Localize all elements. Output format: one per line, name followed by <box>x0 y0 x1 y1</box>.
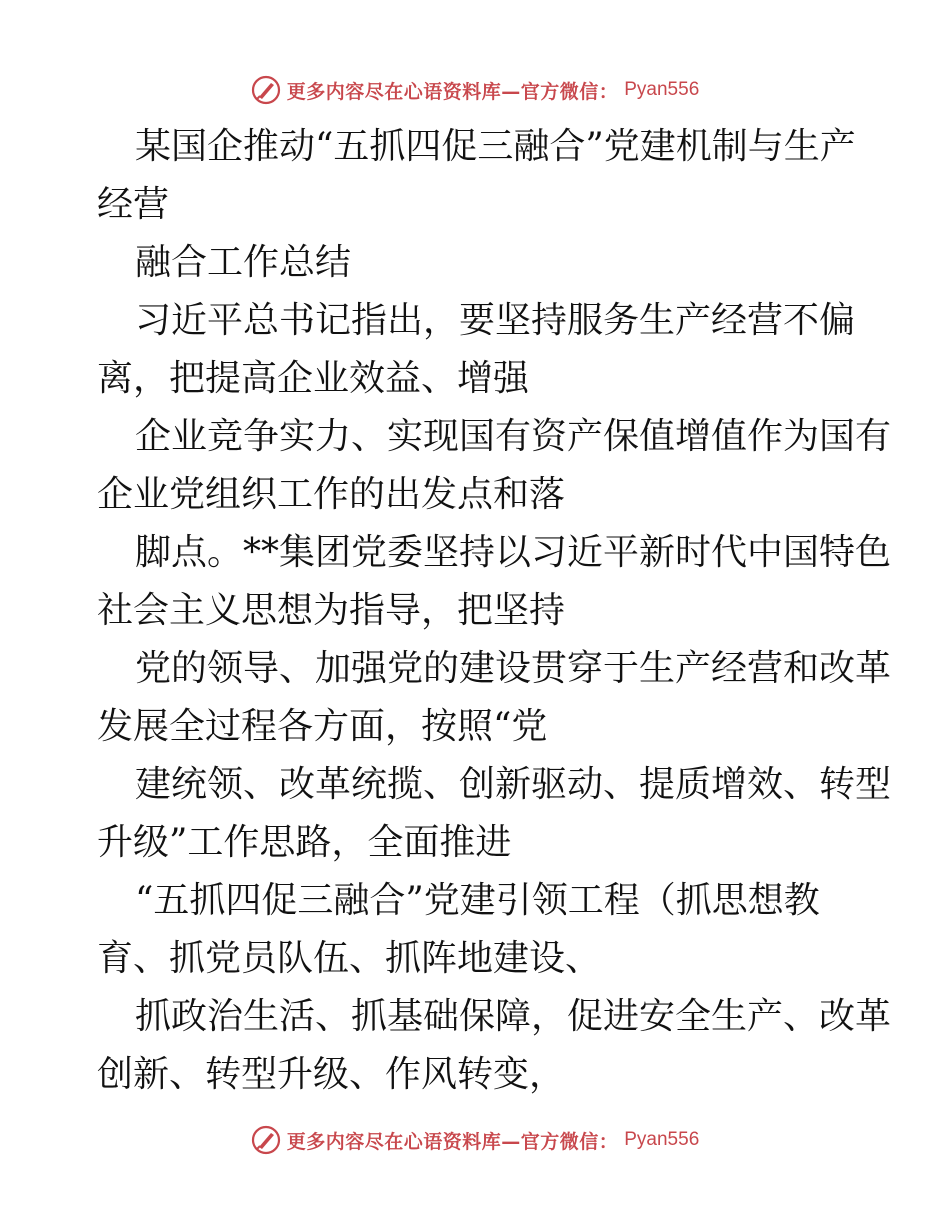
body-line: 抓政治生活、抓基础保障，促进安全生产、改革 <box>135 996 892 1037</box>
header-banner <box>0 70 950 110</box>
body-line: 发展全过程各方面，按照“党 <box>97 706 548 747</box>
body-line: 企业竞争实力、实现国有资产保值增值作为国有 <box>135 416 892 457</box>
body-line: 融合工作总结 <box>135 242 352 283</box>
body-line: 脚点。**集团党委坚持以习近平新时代中国特色 <box>135 532 892 573</box>
body-line: 离，把提高企业效益、增强 <box>97 358 530 399</box>
body-line: 创新、转型升级、作风转变， <box>97 1054 566 1095</box>
quill-circle-icon <box>251 1125 281 1155</box>
body-line: 企业党组织工作的出发点和落 <box>97 474 566 515</box>
footer-banner <box>0 1120 950 1160</box>
banner-handle: Pyan556 <box>624 1129 700 1150</box>
banner-handle: Pyan556 <box>624 79 700 100</box>
quill-circle-icon <box>251 75 281 105</box>
banner-text: 更多内容尽在心语资料库—官方微信： <box>286 80 619 103</box>
body-line: 习近平总书记指出，要坚持服务生产经营不偏 <box>135 300 856 341</box>
body-line: 社会主义思想为指导，把坚持 <box>97 590 566 631</box>
banner-text: 更多内容尽在心语资料库—官方微信： <box>286 1130 619 1153</box>
body-line: 经营 <box>97 184 170 225</box>
body-line: 某国企推动“五抓四促三融合”党建机制与生产 <box>135 126 856 167</box>
document-body <box>97 118 892 1104</box>
body-line: “五抓四促三融合”党建引领工程（抓思想教 <box>135 880 820 921</box>
body-line: 党的领导、加强党的建设贯穿于生产经营和改革 <box>135 648 892 689</box>
body-line: 升级”工作思路，全面推进 <box>97 822 512 863</box>
body-line: 建统领、改革统揽、创新驱动、提质增效、转型 <box>135 764 892 805</box>
body-line: 育、抓党员队伍、抓阵地建设、 <box>97 938 602 979</box>
